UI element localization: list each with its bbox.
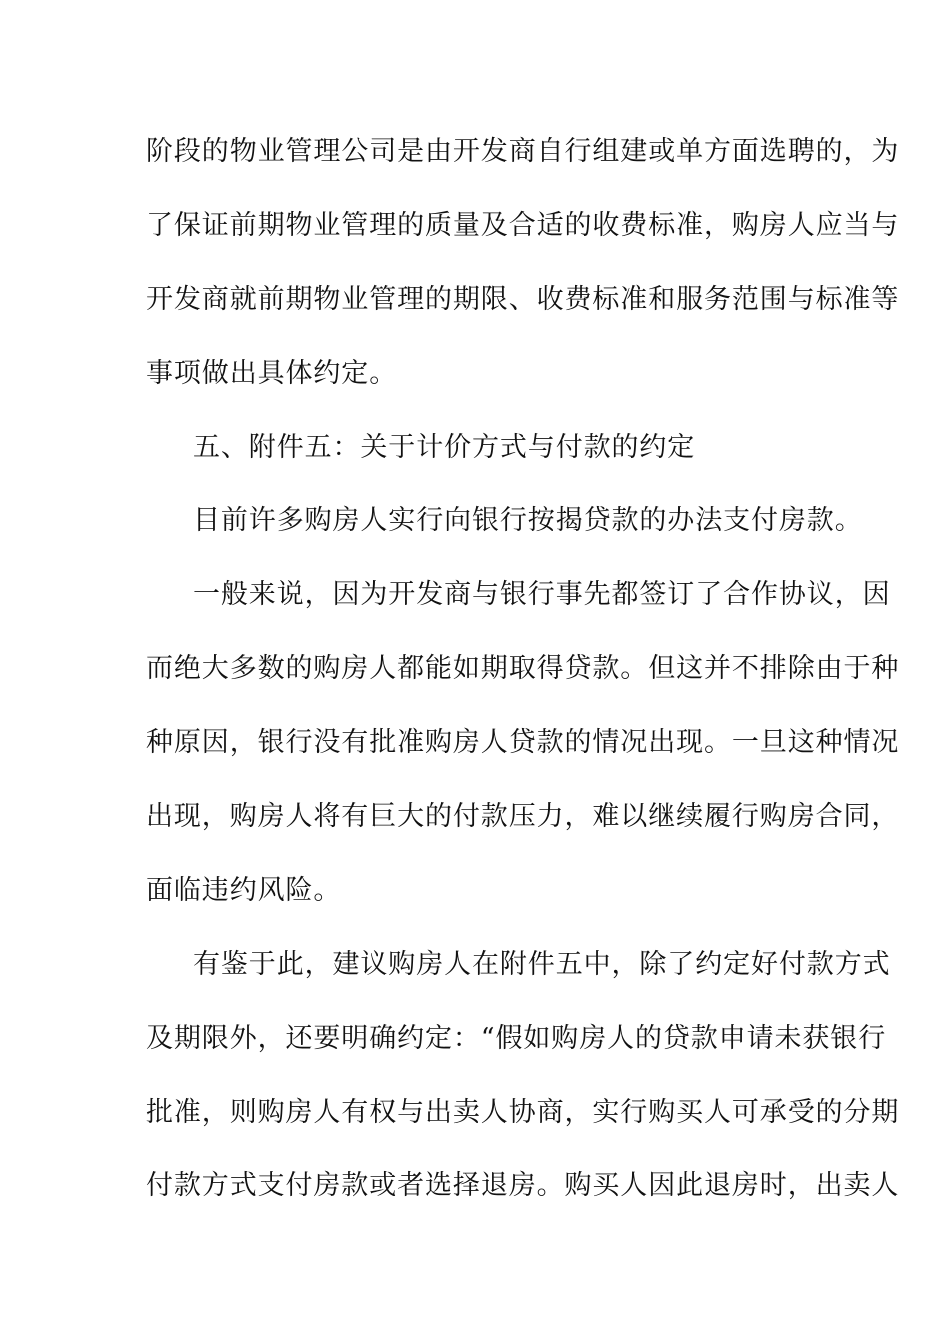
paragraph-line: 有鉴于此，建议购房人在附件五中，除了约定好付款方式 xyxy=(193,948,891,980)
paragraph-line: 种原因，银行没有批准购房人贷款的情况出现。一旦这种情况 xyxy=(146,727,900,759)
paragraph-line: 付款方式支付房款或者选择退房。购买人因此退房时，出卖人 xyxy=(146,1170,900,1202)
paragraph-line: 事项做出具体约定。 xyxy=(146,357,398,389)
paragraph-line: 面临违约风险。 xyxy=(146,874,342,906)
paragraph-line: 出现，购房人将有巨大的付款压力，难以继续履行购房合同， xyxy=(146,801,900,833)
paragraph-line: 批准，则购房人有权与出卖人协商，实行购买人可承受的分期 xyxy=(146,1096,900,1128)
paragraph-line: 及期限外，还要明确约定：“假如购房人的贷款申请未获银行 xyxy=(146,1022,887,1054)
document-body xyxy=(146,122,900,1230)
paragraph-line: 目前许多购房人实行向银行按揭贷款的办法支付房款。 xyxy=(193,505,863,537)
paragraph-line: 而绝大多数的购房人都能如期取得贷款。但这并不排除由于种 xyxy=(146,653,900,685)
section-heading: 五、附件五：关于计价方式与付款的约定 xyxy=(193,431,696,463)
paragraph-line: 一般来说，因为开发商与银行事先都签订了合作协议，因 xyxy=(193,579,891,611)
paragraph-line: 阶段的物业管理公司是由开发商自行组建或单方面选聘的，为 xyxy=(146,136,900,167)
paragraph-line: 开发商就前期物业管理的期限、收费标准和服务范围与标准等 xyxy=(146,283,900,315)
paragraph-line: 了保证前期物业管理的质量及合适的收费标准，购房人应当与 xyxy=(146,209,900,241)
